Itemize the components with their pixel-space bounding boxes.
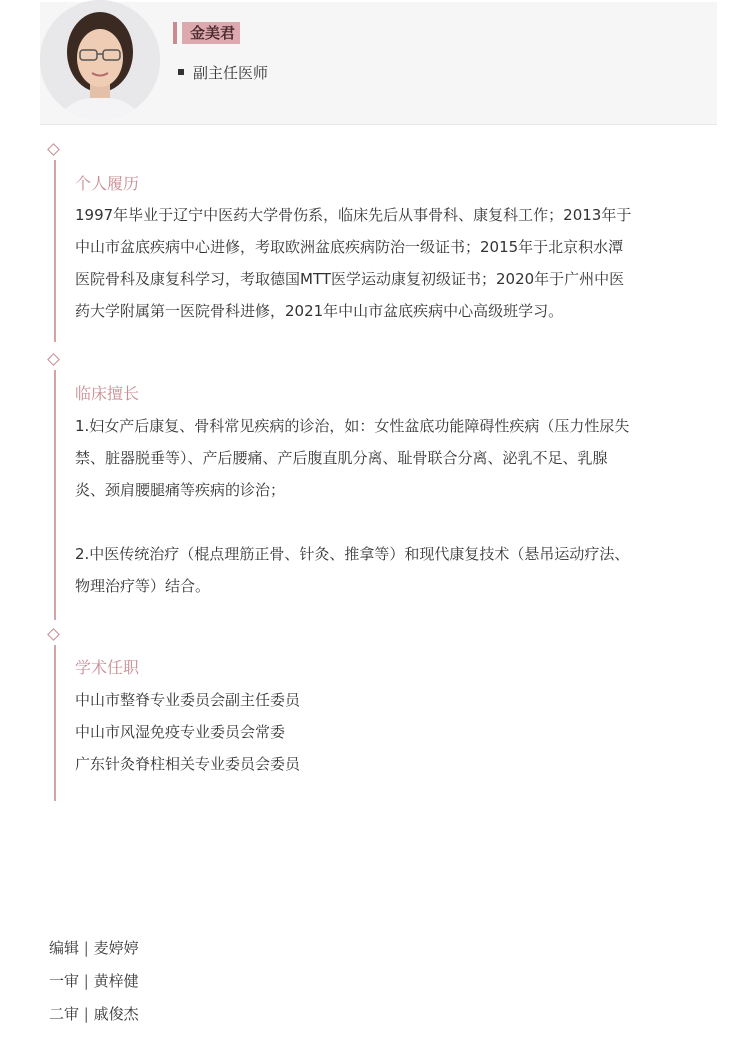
credit-second-review xyxy=(49,1003,139,1025)
section-title-academic: 学术任职 xyxy=(75,658,140,677)
credit-role: 编辑 xyxy=(49,939,80,957)
specialty-item-2 xyxy=(75,538,715,602)
section-title-resume: 个人履历 xyxy=(75,174,140,193)
timeline-line xyxy=(54,645,56,801)
diamond-marker-icon xyxy=(47,353,60,366)
credit-role: 一审 xyxy=(49,972,80,990)
timeline-line xyxy=(54,370,56,620)
resume-line: 药大学附属第一医院骨科进修，2021年中山市盆底疾病中心高级班学习。 xyxy=(75,302,564,320)
credit-role: 二审 xyxy=(49,1005,80,1023)
specialty-line: 炎、颈肩腰腿痛等疾病的诊治； xyxy=(75,481,286,499)
section-title-specialty: 临床擅长 xyxy=(75,384,140,403)
credit-first-review xyxy=(49,970,139,992)
diamond-marker-icon xyxy=(47,143,60,156)
resume-line: 中山市盆底疾病中心进修，考取欧洲盆底疾病防治一级证书；2015年于北京积水潭 xyxy=(75,238,624,256)
credit-editor xyxy=(49,937,139,959)
square-bullet-icon xyxy=(178,69,184,75)
resume-text xyxy=(75,199,715,327)
specialty-line: 1.妇女产后康复、骨科常见疾病的诊治，如：女性盆底功能障碍性疾病（压力性尿失 xyxy=(75,417,630,435)
credit-separator: | xyxy=(83,972,89,990)
list-item: 广东针灸脊柱相关专业委员会委员 xyxy=(75,755,301,773)
doctor-name: 金美君 xyxy=(182,22,240,44)
list-item: 中山市风湿免疫专业委员会常委 xyxy=(75,723,286,741)
specialty-item-1 xyxy=(75,410,715,506)
specialty-line: 禁、脏器脱垂等）、产后腰痛、产后腹直肌分离、耻骨联合分离、泌乳不足、乳腺 xyxy=(75,449,608,467)
resume-line: 医院骨科及康复科学习，考取德国MTT医学运动康复初级证书；2020年于广州中医 xyxy=(75,270,625,288)
doctor-name-tag xyxy=(173,22,240,44)
credit-person: 麦婷婷 xyxy=(93,939,139,957)
doctor-title-line xyxy=(178,62,268,84)
doctor-avatar xyxy=(40,0,160,120)
academic-list xyxy=(75,684,715,780)
credit-person: 戚俊杰 xyxy=(93,1005,139,1023)
specialty-line: 物理治疗等）结合。 xyxy=(75,577,211,595)
diamond-marker-icon xyxy=(47,628,60,641)
credit-separator: | xyxy=(83,1005,89,1023)
credit-separator: | xyxy=(83,939,89,957)
credit-person: 黄梓健 xyxy=(93,972,139,990)
timeline-line xyxy=(54,160,56,342)
doctor-title: 副主任医师 xyxy=(193,64,269,82)
resume-line: 1997年毕业于辽宁中医药大学骨伤系，临床先后从事骨科、康复科工作；2013年于 xyxy=(75,206,632,224)
specialty-line: 2.中医传统治疗（棍点理筋正骨、针灸、推拿等）和现代康复技术（悬吊运动疗法、 xyxy=(75,545,630,563)
list-item: 中山市整脊专业委员会副主任委员 xyxy=(75,691,301,709)
